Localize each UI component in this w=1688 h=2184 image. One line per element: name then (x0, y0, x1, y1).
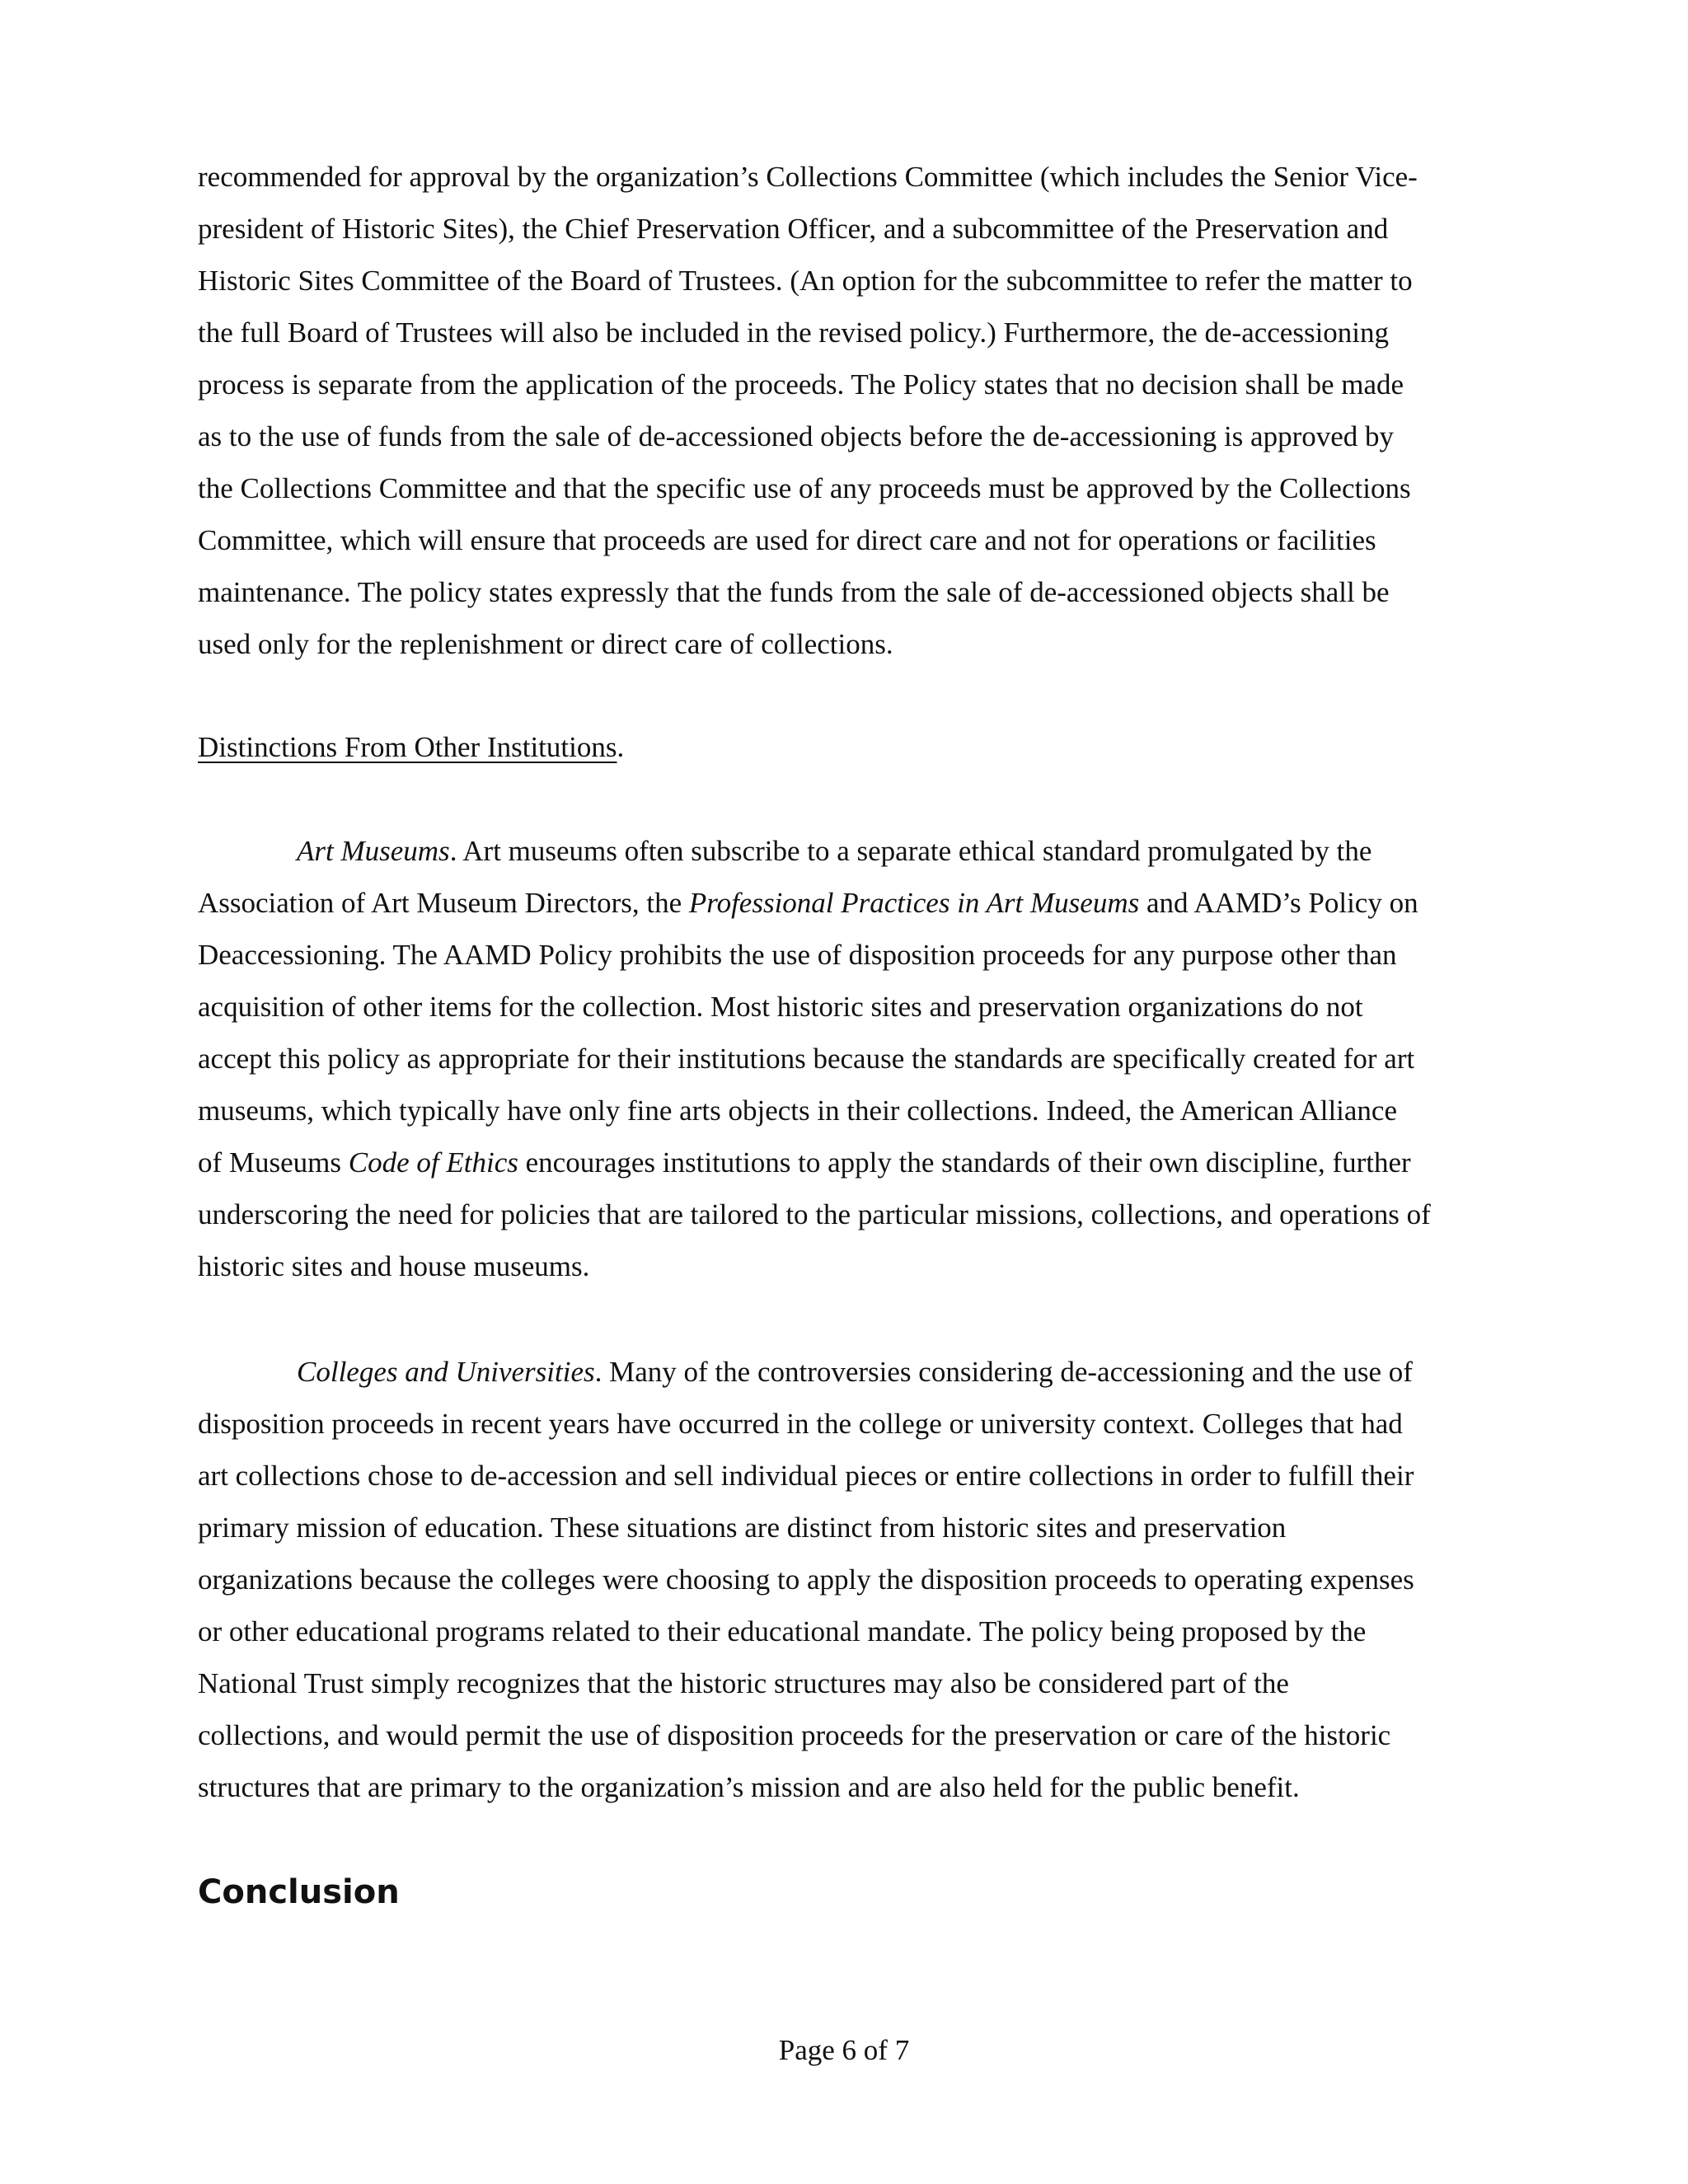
art-museums-paragraph (198, 825, 1517, 1292)
paragraph-line: underscoring the need for policies that are tailored to the particular missions, collections, and operations of (198, 1198, 1431, 1230)
paragraph-line: accept this policy as appropriate for their institutions because the standards are specifically created for art (198, 1043, 1415, 1075)
section-heading-suffix: . (617, 731, 625, 763)
paragraph-line: as to the use of funds from the sale of de-accessioned objects before the de-accessioning is approved by (198, 420, 1395, 452)
paragraph-line: process is separate from the application of the proceeds. The Policy states that no decision shall be made (198, 368, 1404, 401)
art-museums-title: Art Museums (297, 835, 450, 867)
paragraph-line: organizations because the colleges were choosing to apply the disposition proceeds to operating expenses (198, 1563, 1414, 1596)
paragraph-line: president of Historic Sites), the Chief Preservation Officer, and a subcommittee of the Preservation and (198, 213, 1389, 245)
paragraph-line: . Art museums often subscribe to a separate ethical standard promulgated by the (449, 835, 1372, 867)
paragraph-line: the full Board of Trustees will also be included in the revised policy.) Furthermore, the de-accessioning (198, 316, 1390, 349)
paragraph-line: encourages institutions to apply the standards of their own discipline, further (518, 1146, 1411, 1179)
paragraph-line: . Many of the controversies considering de-accessioning and the use of (594, 1356, 1413, 1388)
paragraph-line: museums, which typically have only fine arts objects in their collections. Indeed, the American Alliance (198, 1094, 1397, 1127)
paragraph-line: of Museums (198, 1146, 349, 1179)
paragraph-line: collections, and would permit the use of disposition proceeds for the preservation or care of the historic (198, 1719, 1391, 1751)
page-number: Page 6 of 7 (778, 2034, 910, 2066)
paragraph-line: disposition proceeds in recent years have occurred in the college or university context. Colleges that had (198, 1408, 1403, 1440)
paragraph-line: maintenance. The policy states expressly that the funds from the sale of de-accessioned objects shall be (198, 576, 1390, 608)
paragraph-line: primary mission of education. These situations are distinct from historic sites and preservation (198, 1511, 1287, 1544)
colleges-paragraph (198, 1346, 1517, 1813)
paragraph-line: Association of Art Museum Directors, the (198, 887, 689, 919)
publication-title: Code of Ethics (348, 1146, 518, 1179)
conclusion-heading: Conclusion (198, 1873, 400, 1911)
paragraph-line: the Collections Committee and that the specific use of any proceeds must be approved by the Collections (198, 472, 1411, 504)
paragraph-line: and AAMD’s Policy on (1139, 887, 1418, 919)
paragraph-line: recommended for approval by the organization’s Collections Committee (which includes the Senior Vice- (198, 161, 1418, 193)
paragraph-line: historic sites and house museums. (198, 1250, 590, 1282)
section-heading (198, 721, 1517, 773)
paragraph-line: acquisition of other items for the collection. Most historic sites and preservation organizations do not (198, 991, 1363, 1023)
publication-title: Professional Practices in Art Museums (688, 887, 1140, 919)
colleges-title: Colleges and Universities (297, 1356, 595, 1388)
paragraph-line: National Trust simply recognizes that the historic structures may also be considered part of the (198, 1667, 1289, 1699)
paragraph-line: Committee, which will ensure that proceeds are used for direct care and not for operations or facilities (198, 524, 1376, 556)
paragraph-line: art collections chose to de-accession and sell individual pieces or entire collections in order to fulfill their (198, 1460, 1414, 1492)
paragraph-line: Deaccessioning. The AAMD Policy prohibits the use of disposition proceeds for any purpose other than (198, 939, 1397, 971)
paragraph-line: structures that are primary to the organization’s mission and are also held for the public benefit. (198, 1771, 1300, 1803)
paragraph-line: or other educational programs related to their educational mandate. The policy being proposed by the (198, 1615, 1367, 1647)
paragraph-line: used only for the replenishment or direct care of collections. (198, 628, 893, 660)
intro-paragraph (198, 151, 1517, 670)
section-heading-text: Distinctions From Other Institutions (198, 731, 617, 763)
paragraph-line: Historic Sites Committee of the Board of Trustees. (An option for the subcommittee to refer the matter to (198, 265, 1413, 297)
